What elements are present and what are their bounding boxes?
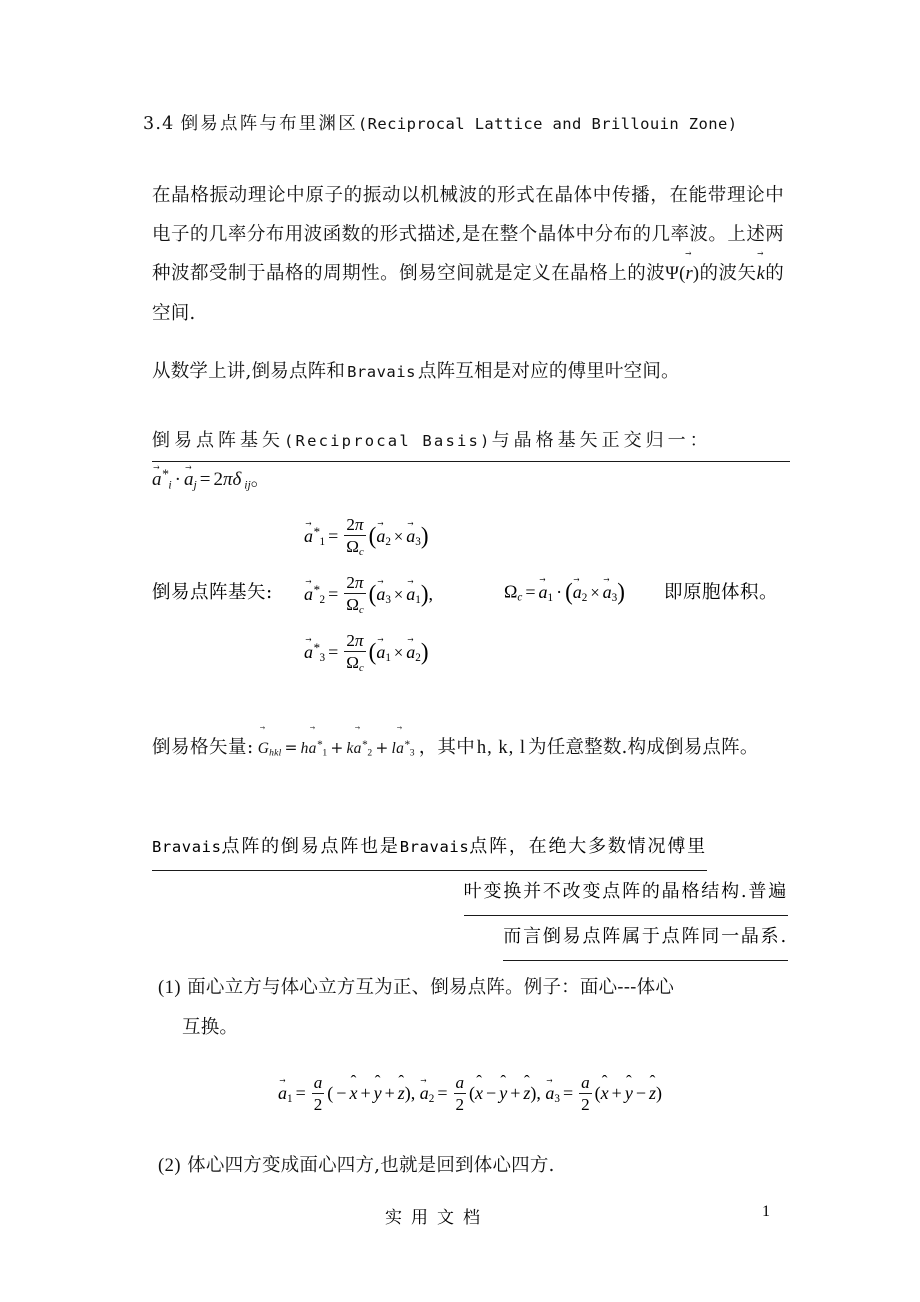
- bravais-line-1: [152, 826, 788, 871]
- bravais-line-2: [152, 871, 788, 916]
- g-vector-text-before: 其中: [437, 737, 475, 759]
- reciprocal-basis-heading: [152, 424, 790, 462]
- reciprocal-basis-equation-group: [152, 516, 792, 688]
- paragraph-intro-text3: 的空间.: [152, 263, 785, 324]
- g-vector-text-after: 为任意整数.构成倒易点阵。: [528, 737, 759, 759]
- bravais-line3-text: 而言倒易点阵属于点阵同一晶系.: [503, 916, 788, 961]
- footer-page-number: 1: [762, 1203, 770, 1220]
- paragraph-intro-text2: 的波矢: [699, 263, 757, 284]
- reciprocal-basis-heading-cn2: 与晶格基矢正交归一：: [491, 430, 712, 451]
- g-vector-hkl: h, k, l: [476, 738, 527, 759]
- list-item-1-marker: (1): [158, 978, 182, 998]
- orthonormality-equation: → $a^*_i$ · → $a_j = 2\pi\delta$ $_{ij}$。: [152, 464, 270, 492]
- equation-group-label: 倒易点阵基矢:: [152, 582, 273, 603]
- paragraph-math-view-a: 从数学上讲,倒易点阵和: [152, 361, 346, 382]
- bravais-line-3: [152, 916, 788, 961]
- paragraph-math-view-b: 点阵互相是对应的傅里叶空间。: [417, 361, 680, 382]
- bravais-line1-cn2: 点阵，在绝大多数情况傅里: [469, 836, 707, 857]
- footer-text: 实用文档: [385, 1208, 489, 1228]
- bravais-line1-en1: Bravais: [152, 838, 222, 856]
- equation-omega-note: 即原胞体积。: [664, 582, 779, 603]
- list-item-1-continuation: 互换。: [182, 1017, 239, 1038]
- bravais-term: Bravais: [347, 363, 416, 381]
- equation-a2-star: → $a^*_2$ = $\frac{2\pi}{\Omega_c}$ (→ $a_3$ × → $a_1$),: [304, 574, 433, 618]
- equation-omega-definition: $\Omega_c$ = → $a_1$ · (→ $a_2$ × → $a_3$): [504, 578, 625, 605]
- bravais-line1-en2: Bravais: [399, 838, 470, 856]
- equation-a3-star: → $a^*_3$ = $\frac{2\pi}{\Omega_c}$ (→ $a_1$ × → $a_2$): [304, 632, 428, 676]
- equation-a1-star: → $a^*_1$ = $\frac{2\pi}{\Omega_c}$ (→ $a_2$ × → $a_3$): [304, 516, 428, 560]
- g-vector-formula: → $G_{hkl} = h\to a^*_1 + k\to a^*_2 + l\to a^*_3$: [254, 739, 419, 757]
- paragraph-intro: [152, 176, 784, 333]
- bravais-underlined-block: [152, 826, 788, 961]
- bravais-line2-text: 叶变换并不改变点阵的晶格结构.普遍: [464, 871, 788, 916]
- paragraph-intro-text: 在晶格振动理论中原子的振动以机械波的形式在晶体中传播，在能带理论中电子的几率分布用波函数的形式描述,是在整个晶体中分布的几率波。上述两种波都受制于晶格的周期性。倒易空间就是定义在晶格上的波: [152, 185, 784, 284]
- bravais-line1-cn1: 点阵的倒易点阵也是: [221, 836, 400, 857]
- section-heading: [143, 110, 823, 135]
- section-title-en: (Reciprocal Lattice and Brillouin Zone): [357, 115, 738, 133]
- reciprocal-basis-heading-cn: 倒易点阵基矢: [152, 430, 284, 451]
- section-number: 3.4: [143, 114, 175, 134]
- g-vector-label: 倒易格矢量:: [152, 737, 254, 759]
- psi-wavefunction-symbol: Ψ(→ r): [665, 264, 699, 284]
- cubic-basis-equation: → $a_1$ = $\frac{a}{2}$ ( − ˆ x + ˆ y + ˆ z), → $a_2$ = $\frac{a}{2}$ (ˆ x − ˆ y + ˆ z), → $a_3$ = $\frac{a}{2}$ (ˆ x + ˆ y − ˆ z): [250, 1074, 690, 1115]
- reciprocal-basis-heading-en: (Reciprocal Basis): [284, 432, 492, 450]
- list-item-2-text: 体心四方变成面心四方,也就是回到体心四方.: [187, 1155, 555, 1176]
- list-item-1-text: 面心立方与体心立方互为正、倒易点阵。例子：面心---体心: [187, 977, 675, 998]
- list-item-2: [158, 1146, 786, 1186]
- list-item-2-marker: (2): [158, 1156, 182, 1176]
- reciprocal-lattice-vector-paragraph: [152, 726, 784, 773]
- list-item-1: [158, 968, 786, 1047]
- section-title-cn: 倒易点阵与布里渊区: [180, 114, 358, 134]
- paragraph-math-view: [152, 352, 784, 392]
- g-vector-comma: ，: [418, 737, 438, 759]
- wavevector-k-symbol: → k: [757, 264, 765, 284]
